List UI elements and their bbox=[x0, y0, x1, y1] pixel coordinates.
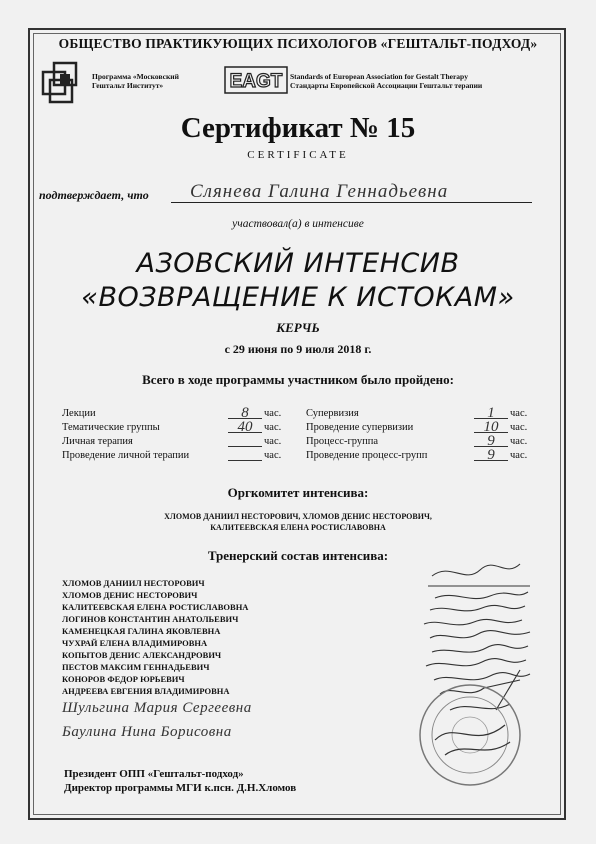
hours-unit: час. bbox=[510, 422, 528, 433]
hours-label-conducting-therapy: Проведение личной терапии bbox=[62, 450, 190, 461]
program-name: Программа «Московский Гештальт Институт» bbox=[92, 72, 179, 90]
event-city: КЕРЧЬ bbox=[276, 320, 320, 335]
hours-label-conducting-process-groups: Проведение процесс-групп bbox=[306, 450, 428, 461]
completed-heading: Всего в ходе программы участником было пройдено: bbox=[142, 372, 454, 387]
hours-label-supervision: Супервизия bbox=[306, 408, 359, 419]
organization-name: ОБЩЕСТВО ПРАКТИКУЮЩИХ ПСИХОЛОГОВ «ГЕШТАЛЬТ-ПОДХОД» bbox=[58, 36, 538, 51]
hours-unit: час. bbox=[264, 408, 282, 419]
trainer-item: АНДРЕЕВА ЕВГЕНИЯ ВЛАДИМИРОВНА bbox=[62, 686, 230, 696]
trainer-item: ПЕСТОВ МАКСИМ ГЕННАДЬЕВИЧ bbox=[62, 662, 210, 672]
confirms-label: подтверждает, что bbox=[39, 188, 149, 202]
hours-label-thematic-groups: Тематические группы bbox=[62, 422, 160, 433]
event-dates: с 29 июня по 9 июля 2018 г. bbox=[224, 342, 372, 356]
certificate-title: Сертификат № 15 bbox=[180, 112, 416, 144]
trainer-item: КАЛИТЕЕВСКАЯ ЕЛЕНА РОСТИСЛАВОВНА bbox=[62, 602, 249, 612]
hours-unit: час. bbox=[510, 408, 528, 419]
standards-text: Standards of European Association for Gestalt Therapy Стандарты Европейской Ассоциации Гештальт терапии bbox=[290, 72, 483, 90]
recipient-name: Слянева Галина Геннадьевна bbox=[190, 181, 449, 202]
hours-value-conducting-process-groups: 9 bbox=[474, 449, 508, 461]
trainer-item-handwritten: Баулина Нина Борисовна bbox=[62, 724, 232, 740]
hours-value-conducting-therapy bbox=[228, 449, 262, 461]
svg-text:EAGT: EAGT bbox=[229, 71, 283, 92]
trainer-item: ХЛОМОВ ДАНИИЛ НЕСТОРОВИЧ bbox=[62, 578, 205, 588]
trainer-item: КАМЕНЕЦКАЯ ГАЛИНА ЯКОВЛЕВНА bbox=[62, 626, 221, 636]
orgcommittee-line: КАЛИТЕЕВСКАЯ ЕЛЕНА РОСТИСЛАВОВНА bbox=[210, 523, 386, 532]
president-title: Президент ОПП «Гештальт-подход» bbox=[64, 768, 244, 780]
trainer-item: ЧУХРАЙ ЕЛЕНА ВЛАДИМИРОВНА bbox=[62, 638, 208, 648]
seal-stamp bbox=[415, 680, 525, 790]
hours-value-process-group: 9 bbox=[474, 435, 508, 447]
hours-unit: час. bbox=[264, 422, 282, 433]
hours-value-conducting-supervision: 10 bbox=[474, 421, 508, 433]
hours-label-personal-therapy: Личная терапия bbox=[62, 436, 133, 447]
participated-label: участвовал(а) в интенсиве bbox=[232, 218, 364, 230]
event-title-line2: «ВОЗВРАЩЕНИЕ К ИСТОКАМ» bbox=[81, 282, 515, 313]
orgcommittee-heading: Оргкомитет интенсива: bbox=[227, 485, 369, 500]
hours-unit: час. bbox=[510, 436, 528, 447]
trainer-item-handwritten: Шульгина Мария Сергеевна bbox=[62, 700, 252, 716]
hours-label-conducting-supervision: Проведение супервизии bbox=[306, 422, 414, 433]
trainer-item: ХЛОМОВ ДЕНИС НЕСТОРОВИЧ bbox=[62, 590, 198, 600]
hours-value-personal-therapy bbox=[228, 435, 262, 447]
certificate-subtitle: CERTIFICATE bbox=[247, 149, 349, 161]
eagt-logo bbox=[224, 66, 288, 94]
hours-unit: час. bbox=[264, 450, 282, 461]
trainers-heading: Тренерский состав интенсива: bbox=[207, 548, 389, 563]
trainer-item: ЛОГИНОВ КОНСТАНТИН АНАТОЛЬЕВИЧ bbox=[62, 614, 239, 624]
gestalt-logo-icon bbox=[40, 60, 86, 106]
trainer-item: КОНОРОВ ФЕДОР ЮРЬЕВИЧ bbox=[62, 674, 185, 684]
hours-value-thematic-groups: 40 bbox=[228, 421, 262, 433]
hours-label-process-group: Процесс-группа bbox=[306, 436, 379, 447]
hours-value-lectures: 8 bbox=[228, 407, 262, 419]
orgcommittee-line: ХЛОМОВ ДАНИИЛ НЕСТОРОВИЧ, ХЛОМОВ ДЕНИС НЕСТОРОВИЧ, bbox=[164, 512, 432, 521]
hours-value-supervision: 1 bbox=[474, 407, 508, 419]
hours-label-lectures: Лекции bbox=[62, 408, 96, 419]
director-title: Директор программы МГИ к.псн. Д.Н.Хломов bbox=[64, 782, 297, 794]
trainer-item: КОПЫТОВ ДЕНИС АЛЕКСАНДРОВИЧ bbox=[62, 650, 222, 660]
hours-unit: час. bbox=[510, 450, 528, 461]
hours-unit: час. bbox=[264, 436, 282, 447]
event-title-line1: АЗОВСКИЙ ИНТЕНСИВ bbox=[136, 248, 460, 279]
